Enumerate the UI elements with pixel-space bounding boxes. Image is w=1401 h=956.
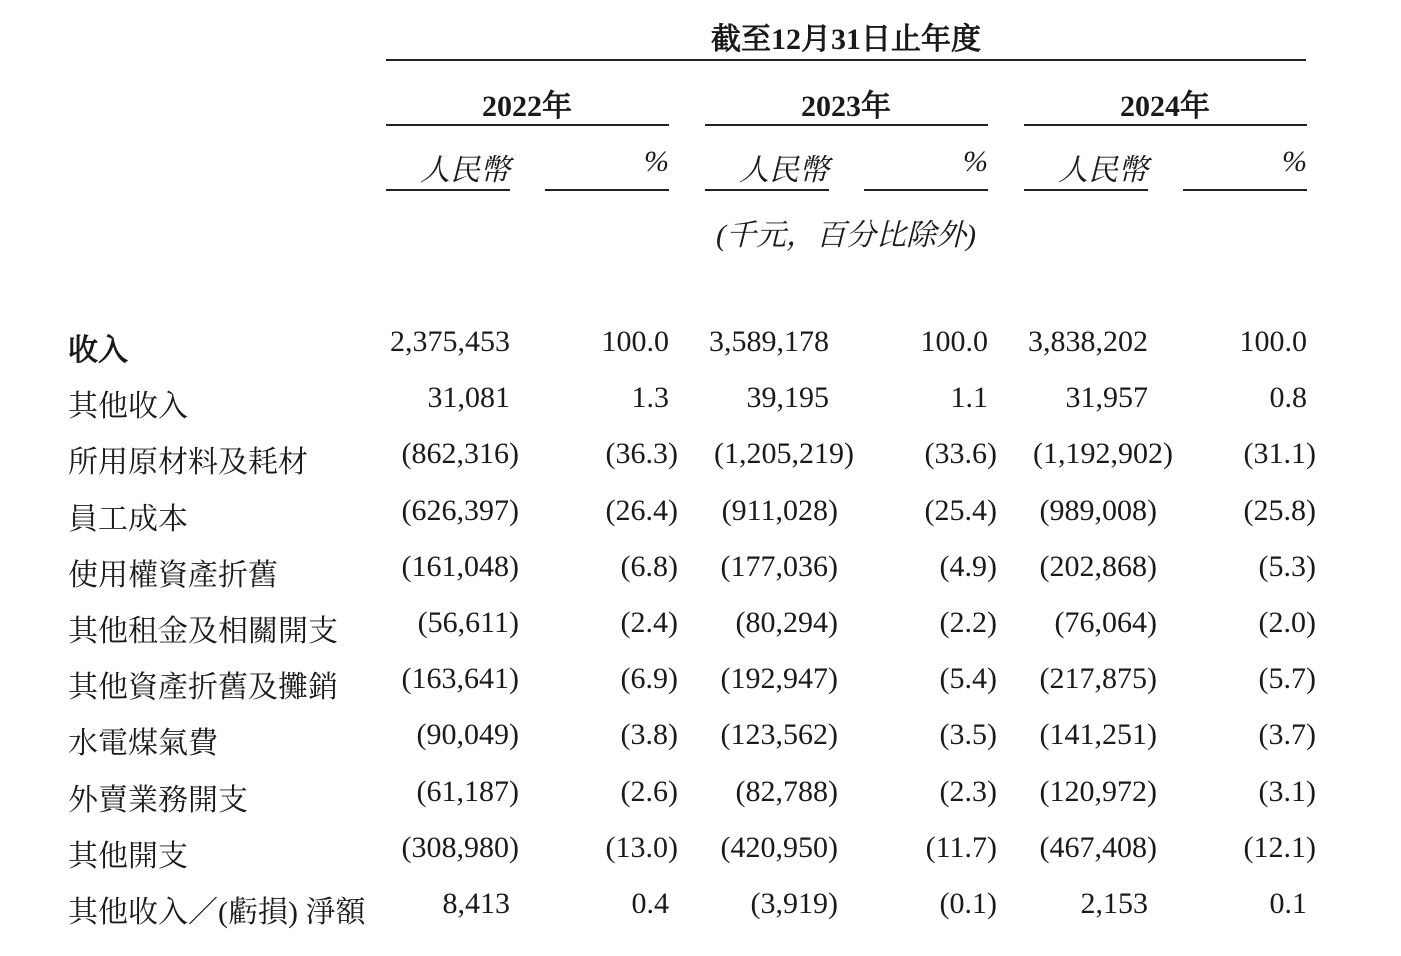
cell-value: 0.1 bbox=[1269, 887, 1307, 920]
cell-value: (12.1) bbox=[1243, 831, 1316, 864]
cell-value: (308,980) bbox=[401, 831, 519, 864]
cell-value: (25.8) bbox=[1243, 494, 1316, 527]
cell-value: (2.3) bbox=[939, 775, 997, 808]
cell-value: (217,875) bbox=[1039, 662, 1157, 695]
row-label: 其他開支 bbox=[68, 840, 188, 873]
percent-2023: % bbox=[963, 145, 988, 178]
row-label: 其他收入／(虧損) 淨額 bbox=[68, 896, 366, 929]
cell-value: (56,611) bbox=[417, 606, 519, 639]
cell-value: (26.4) bbox=[605, 494, 678, 527]
unit-rule bbox=[545, 189, 669, 191]
cell-value: (177,036) bbox=[720, 550, 838, 583]
percent-2022: % bbox=[644, 145, 669, 178]
year-2022-heading: 2022年 bbox=[482, 90, 572, 123]
cell-value: (911,028) bbox=[721, 494, 838, 527]
currency-2022: 人民幣 bbox=[420, 154, 510, 187]
year-2023-rule bbox=[705, 124, 988, 126]
cell-value: (123,562) bbox=[720, 718, 838, 751]
cell-value: (6.8) bbox=[620, 550, 678, 583]
cell-value: (2.0) bbox=[1258, 606, 1316, 639]
cell-value: 100.0 bbox=[1239, 325, 1307, 358]
cell-value: (2.2) bbox=[939, 606, 997, 639]
row-label: 水電煤氣費 bbox=[68, 727, 218, 760]
cell-value: (13.0) bbox=[605, 831, 678, 864]
cell-value: 0.8 bbox=[1269, 381, 1307, 414]
cell-value: (5.3) bbox=[1258, 550, 1316, 583]
cell-value: (163,641) bbox=[401, 662, 519, 695]
cell-value: (36.3) bbox=[605, 437, 678, 470]
row-label: 所用原材料及耗材 bbox=[68, 446, 308, 479]
cell-value: (31.1) bbox=[1243, 437, 1316, 470]
cell-value: 1.1 bbox=[950, 381, 988, 414]
cell-value: 3,589,178 bbox=[709, 325, 829, 358]
row-label: 員工成本 bbox=[68, 503, 188, 536]
cell-value: 3,838,202 bbox=[1028, 325, 1148, 358]
unit-rule bbox=[705, 189, 829, 191]
cell-value: (5.4) bbox=[939, 662, 997, 695]
cell-value: (467,408) bbox=[1039, 831, 1157, 864]
cell-value: 100.0 bbox=[601, 325, 669, 358]
cell-value: (6.9) bbox=[620, 662, 678, 695]
cell-value: (862,316) bbox=[401, 437, 519, 470]
cell-value: (192,947) bbox=[720, 662, 838, 695]
row-label: 其他資產折舊及攤銷 bbox=[68, 671, 338, 704]
cell-value: (82,788) bbox=[735, 775, 838, 808]
cell-value: (33.6) bbox=[924, 437, 997, 470]
cell-value: (5.7) bbox=[1258, 662, 1316, 695]
cell-value: 31,957 bbox=[1065, 381, 1148, 414]
cell-value: (3.8) bbox=[620, 718, 678, 751]
unit-rule bbox=[1024, 189, 1148, 191]
year-2023-heading: 2023年 bbox=[801, 90, 891, 123]
period-heading: 截至12月31日止年度 bbox=[711, 23, 981, 56]
cell-value: (161,048) bbox=[401, 550, 519, 583]
cell-value: (61,187) bbox=[416, 775, 519, 808]
cell-value: (80,294) bbox=[735, 606, 838, 639]
cell-value: 39,195 bbox=[746, 381, 829, 414]
currency-2024: 人民幣 bbox=[1058, 154, 1148, 187]
cell-value: (76,064) bbox=[1054, 606, 1157, 639]
cell-value: (90,049) bbox=[416, 718, 519, 751]
cell-value: (120,972) bbox=[1039, 775, 1157, 808]
cell-value: (420,950) bbox=[720, 831, 838, 864]
cell-value: (3.1) bbox=[1258, 775, 1316, 808]
row-label: 使用權資產折舊 bbox=[68, 559, 278, 592]
cell-value: 2,375,453 bbox=[390, 325, 510, 358]
cell-value: 31,081 bbox=[427, 381, 510, 414]
year-2024-rule bbox=[1024, 124, 1307, 126]
unit-rule bbox=[386, 189, 510, 191]
unit-note: (千元，百分比除外) bbox=[716, 219, 976, 252]
period-rule bbox=[386, 59, 1306, 61]
cell-value: (202,868) bbox=[1039, 550, 1157, 583]
cell-value: 2,153 bbox=[1080, 887, 1148, 920]
cell-value: (4.9) bbox=[939, 550, 997, 583]
cell-value: 100.0 bbox=[920, 325, 988, 358]
cell-value: (989,008) bbox=[1039, 494, 1157, 527]
cell-value: (141,251) bbox=[1039, 718, 1157, 751]
row-label: 其他收入 bbox=[68, 390, 188, 423]
cell-value: (1,205,219) bbox=[714, 437, 854, 470]
cell-value: (2.4) bbox=[620, 606, 678, 639]
cell-value: (0.1) bbox=[939, 887, 997, 920]
year-2024-heading: 2024年 bbox=[1120, 90, 1210, 123]
row-label: 收入 bbox=[68, 334, 128, 367]
unit-rule bbox=[1183, 189, 1307, 191]
cell-value: (3.7) bbox=[1258, 718, 1316, 751]
cell-value: (1,192,902) bbox=[1033, 437, 1173, 470]
row-label: 其他租金及相關開支 bbox=[68, 615, 338, 648]
cell-value: (25.4) bbox=[924, 494, 997, 527]
cell-value: 0.4 bbox=[631, 887, 669, 920]
currency-2023: 人民幣 bbox=[739, 154, 829, 187]
cell-value: 8,413 bbox=[442, 887, 510, 920]
cell-value: 1.3 bbox=[631, 381, 669, 414]
cell-value: (626,397) bbox=[401, 494, 519, 527]
cell-value: (3.5) bbox=[939, 718, 997, 751]
percent-2024: % bbox=[1282, 145, 1307, 178]
row-label: 外賣業務開支 bbox=[68, 784, 248, 817]
year-2022-rule bbox=[386, 124, 669, 126]
cell-value: (2.6) bbox=[620, 775, 678, 808]
cell-value: (3,919) bbox=[750, 887, 838, 920]
cell-value: (11.7) bbox=[925, 831, 997, 864]
unit-rule bbox=[864, 189, 988, 191]
